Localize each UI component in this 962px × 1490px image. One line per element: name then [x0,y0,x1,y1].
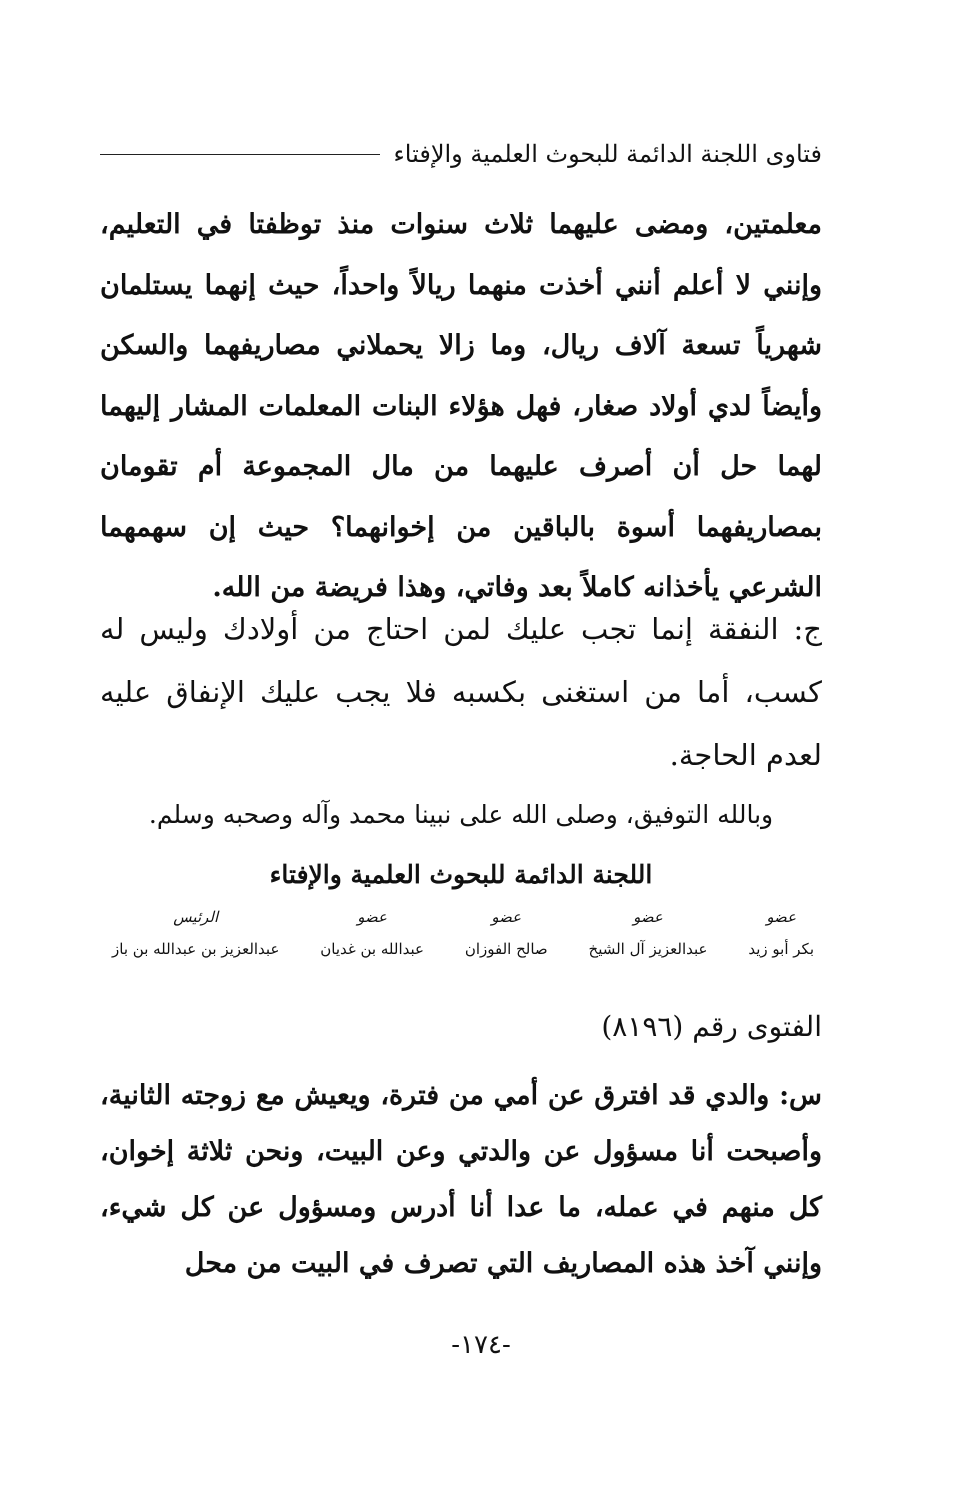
page-number: -١٧٤- [451,1330,511,1360]
closing-formula: وبالله التوفيق، وصلى الله على نبينا محمد وآله وصحبه وسلم. [148,800,774,829]
committee-members [112,908,814,958]
member-role: عضو [491,908,522,926]
member-role: الرئيس [173,908,219,926]
answer-block [100,598,822,787]
running-title: فتاوى اللجنة الدائمة للبحوث العلمية والإفتاء [393,140,822,168]
committee-member [589,908,708,958]
member-role: عضو [766,908,797,926]
header-rule [100,154,380,155]
member-name: بكر أبو زيد [748,940,814,958]
question-continuation [100,195,822,619]
running-header [100,140,822,168]
member-name: عبدالعزيز بن عبدالله بن باز [112,940,280,958]
member-role: عضو [357,908,387,926]
member-role: عضو [633,908,663,926]
member-name: عبدالعزيز آل الشيخ [588,940,708,958]
committee-member [320,908,424,958]
fatwa-number: الفتوى رقم (٨١٩٦) [601,1010,822,1043]
question-continuation-text: معلمتين، ومضى عليهما ثلاث سنوات منذ توظفتا في التعليم، وإنني لا أعلم أنني أخذت منهما ريالاً واحداً، حيث إنهما يستلمان شهرياً تسعة آلاف ريال، وما زالا يحملاني مصاريفهما والسكن وأيضاً لدي أولاد صغار، فهل هؤلاء البنات المعلمات المشار إليهما لهما حل أن أصرف عليهما من مال المجموعة أم تقومان بمصاريفهما أسوة بالباقين من إخوانهما؟ حيث إن سهمهما الشرعي يأخذانه كاملاً بعد وفاتي، وهذا فريضة من الله. [100,209,822,603]
member-name: عبدالله بن غديان [320,940,424,958]
answer-text: ج: النفقة إنما تجب عليك لمن احتاج من أولادك وليس له كسب، أما من استغنى بكسبه فلا يجب عليك الإنفاق عليه لعدم الحاجة. [100,612,822,772]
member-name: صالح الفوزان [464,940,548,958]
committee-member [748,908,814,958]
next-question [100,1068,822,1292]
committee-member [465,908,548,958]
next-question-text: س: والدي قد افترق عن أمي من فترة، ويعيش مع زوجته الثانية، وأصبحت أنا مسؤول عن والدتي وعن البيت، ونحن ثلاثة إخوان، كل منهم في عمله، ما عدا أنا أدرس ومسؤول عن كل شيء، وإنني آخذ هذه المصاريف التي تصرف في البيت من محل [100,1080,822,1279]
committee-member [112,908,279,958]
committee-title: اللجنة الدائمة للبحوث العلمية والإفتاء [269,860,653,889]
